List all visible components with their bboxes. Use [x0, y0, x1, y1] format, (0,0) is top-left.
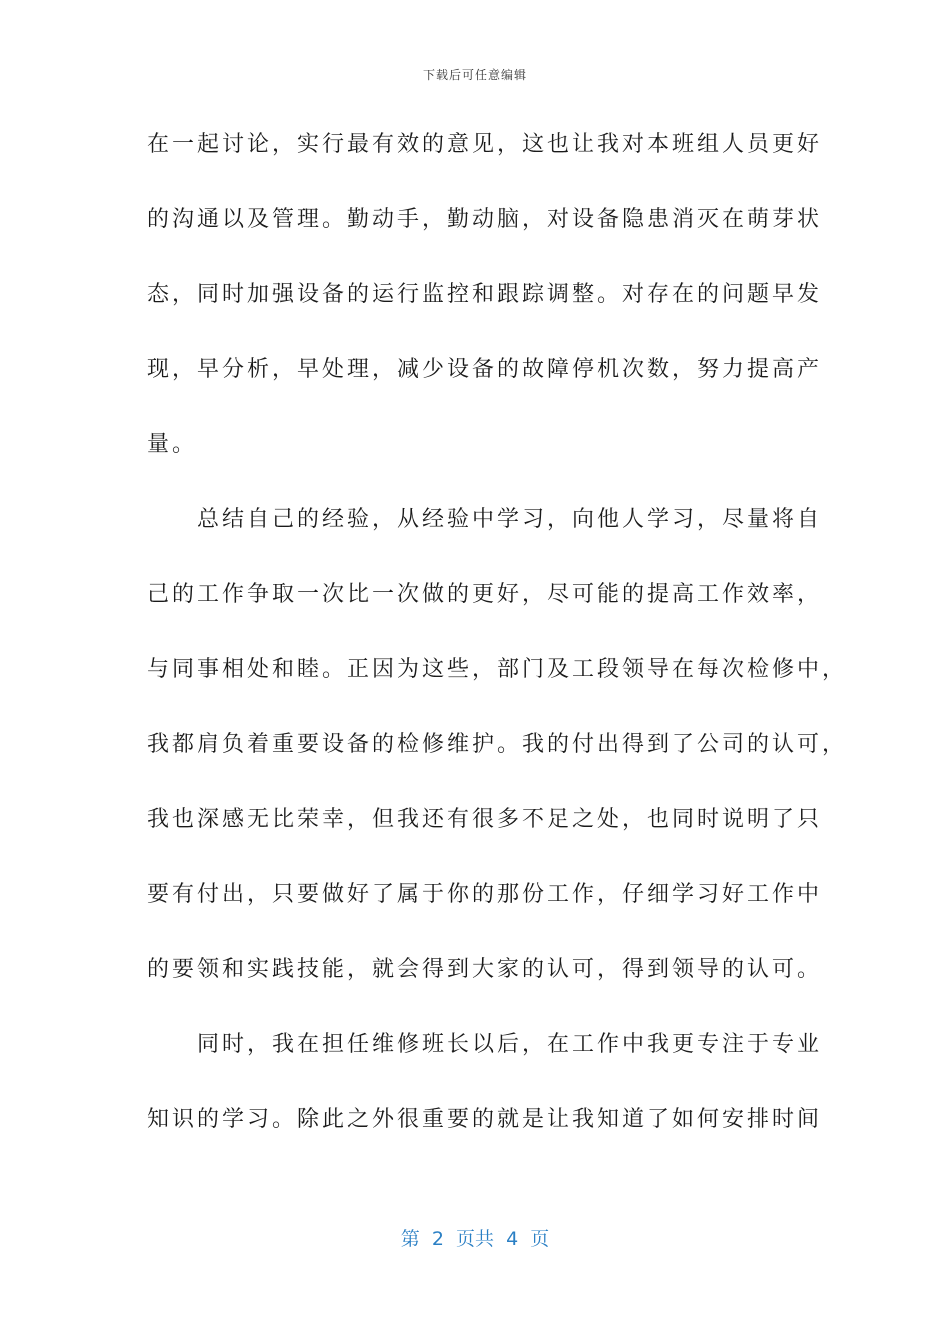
- text-line: 态，同时加强设备的运行监控和跟踪调整。对存在的问题早发: [147, 282, 823, 307]
- page-number: 第 2 页共 4 页: [400, 1228, 550, 1250]
- text-line: 我也深感无比荣幸，但我还有很多不足之处，也同时说明了只: [147, 807, 823, 832]
- text-line: 在一起讨论，实行最有效的意见，这也让我对本班组人员更好: [147, 132, 823, 157]
- page-header: 下载后可任意编辑: [422, 68, 527, 82]
- text-line: 我都肩负着重要设备的检修维护。我的付出得到了公司的认可，: [147, 732, 848, 757]
- text-line: 与同事相处和睦。正因为这些，部门及工段领导在每次检修中，: [147, 657, 848, 682]
- text-line: 的沟通以及管理。勤动手，勤动脑，对设备隐患消灭在萌芽状: [147, 207, 823, 232]
- text-line: 知识的学习。除此之外很重要的就是让我知道了如何安排时间: [147, 1107, 823, 1132]
- text-line: 的要领和实践技能，就会得到大家的认可，得到领导的认可。: [147, 957, 823, 982]
- document-body: [147, 120, 848, 1170]
- text-line: 量。: [147, 432, 198, 457]
- text-line: 要有付出，只要做好了属于你的那份工作，仔细学习好工作中: [147, 882, 823, 907]
- text-line: 总结自己的经验，从经验中学习，向他人学习，尽量将自: [147, 507, 823, 532]
- text-line: 现，早分析，早处理，减少设备的故障停机次数，努力提高产: [147, 357, 823, 382]
- text-line: 己的工作争取一次比一次做的更好，尽可能的提高工作效率，: [147, 582, 823, 607]
- text-line: 同时，我在担任维修班长以后，在工作中我更专注于专业: [147, 1032, 823, 1057]
